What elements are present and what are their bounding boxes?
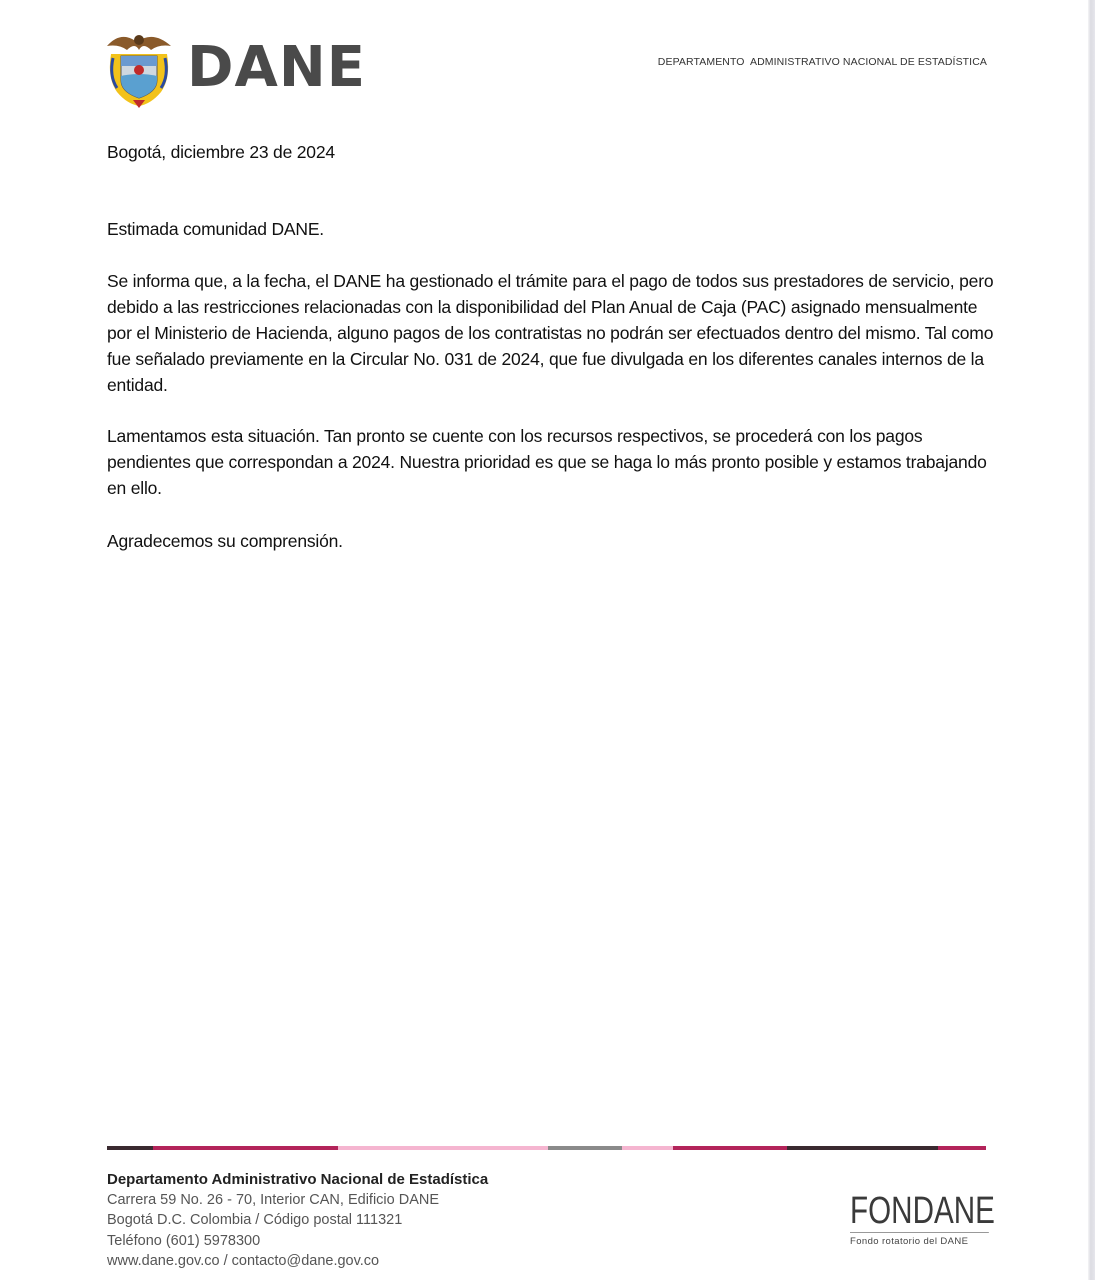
letter-greeting: Estimada comunidad DANE. (107, 219, 324, 239)
stripe-segment (673, 1146, 787, 1150)
stripe-segment (787, 1146, 938, 1150)
footer-city: Bogotá D.C. Colombia / Código postal 111321 (107, 1212, 403, 1229)
stripe-segment (107, 1146, 153, 1150)
stripe-segment (938, 1146, 986, 1150)
dane-logo (103, 28, 366, 108)
footer-color-stripe (107, 1146, 986, 1150)
institution-name: DEPARTAMENTO ADMINISTRATIVO NACIONAL DE ESTADÍSTICA (657, 56, 987, 68)
footer-web[interactable]: www.dane.gov.co / contacto@dane.gov.co (107, 1252, 380, 1269)
fondane-title: FONDANE (850, 1190, 995, 1232)
stripe-segment (622, 1146, 673, 1150)
fondane-subtitle: Fondo rotatorio del DANE (850, 1236, 969, 1247)
colombia-coat-of-arms-icon (103, 28, 175, 108)
letter-paragraph: Lamentamos esta situación. Tan pronto se cuente con los recursos respectivos, se procederá con los pagos pendientes que correspondan a 2024. Nuestra prioridad es que se haga lo más pronto posible y estamos trabajando en ello. (107, 426, 987, 498)
footer-address: Carrera 59 No. 26 - 70, Interior CAN, Edificio DANE (107, 1192, 440, 1209)
letter-closing: Agradecemos su comprensión. (107, 531, 343, 551)
letter-paragraph: Se informa que, a la fecha, el DANE ha gestionado el trámite para el pago de todos sus prestadores de servicio, pero debido a las restricciones relacionadas con la disponibilidad del Plan Anual de Caja (PAC) asignado mensualmente por el Ministerio de Hacienda, alguno pagos de los contratistas no podrán ser efectuados dentro del mismo. Tal como fue señalado previamente en la Circular No. 031 de 2024, que fue divulgada en los diferentes canales internos de la entidad. (107, 271, 994, 395)
dane-logo-text: DANE (187, 35, 366, 100)
footer-org-name: Departamento Administrativo Nacional de Estadística (107, 1171, 489, 1188)
page-edge (1088, 0, 1095, 1280)
footer-phone: Teléfono (601) 5978300 (107, 1232, 261, 1249)
letter-date: Bogotá, diciembre 23 de 2024 (107, 142, 335, 162)
stripe-segment (548, 1146, 622, 1150)
footer-contact (107, 1170, 488, 1271)
fondane-logo (850, 1192, 1028, 1247)
stripe-segment (338, 1146, 548, 1150)
stripe-segment (153, 1146, 338, 1150)
